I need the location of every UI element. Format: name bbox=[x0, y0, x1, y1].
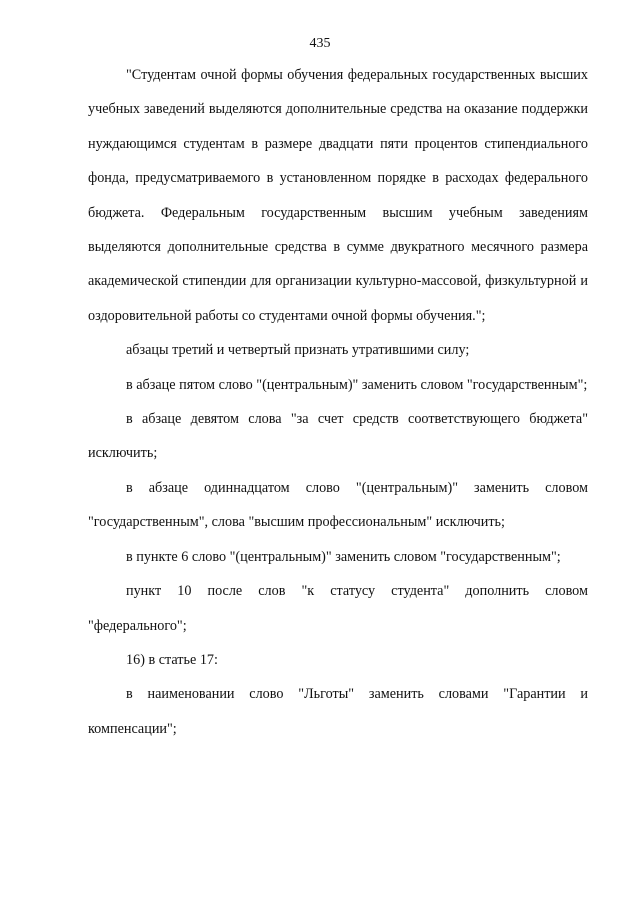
paragraph-third-fourth-repeal: абзацы третий и четвертый признать утратившими силу; bbox=[126, 342, 470, 359]
paragraph-ninth-amendment: в абзаце девятом слова "за счет средств соответствующего бюджета" исключить; bbox=[88, 411, 588, 462]
paragraph-point-10-amendment: пункт 10 после слов "к статусу студента" дополнить словом "федерального"; bbox=[88, 583, 588, 634]
page-number: 435 bbox=[309, 36, 331, 51]
paragraph-quoted-amendment: "Студентам очной формы обучения федеральных государственных высших учебных заведений выделяются дополнительные средства на оказание поддержки нуждающимся студентам в размере двадцати пяти процентов стипендиального фонда, предусматриваемого в установленном порядке в расходах федерального бюджета. Федеральным государственным высшим учебным заведениям выделяются дополнительные средства в сумме двукратного месячного размера академической стипендии для организации культурно-массовой, физкультурной и оздоровительной работы со студентами очной формы обучения."; bbox=[88, 67, 588, 324]
paragraph-eleventh-amendment: в абзаце одиннадцатом слово "(центральным)" заменить словом "государственным", слова "высшим профессиональным" исключить; bbox=[88, 479, 588, 531]
paragraph-article-17-heading: 16) в статье 17: bbox=[126, 651, 218, 668]
paragraph-point-6-amendment: в пункте 6 слово "(центральным)" заменить словом "государственным"; bbox=[126, 548, 561, 565]
paragraph-fifth-amendment: в абзаце пятом слово "(центральным)" заменить словом "государственным"; bbox=[126, 376, 588, 393]
document-body bbox=[88, 58, 588, 746]
paragraph-title-amendment: в наименовании слово "Льготы" заменить словами "Гарантии и компенсации"; bbox=[88, 686, 588, 737]
